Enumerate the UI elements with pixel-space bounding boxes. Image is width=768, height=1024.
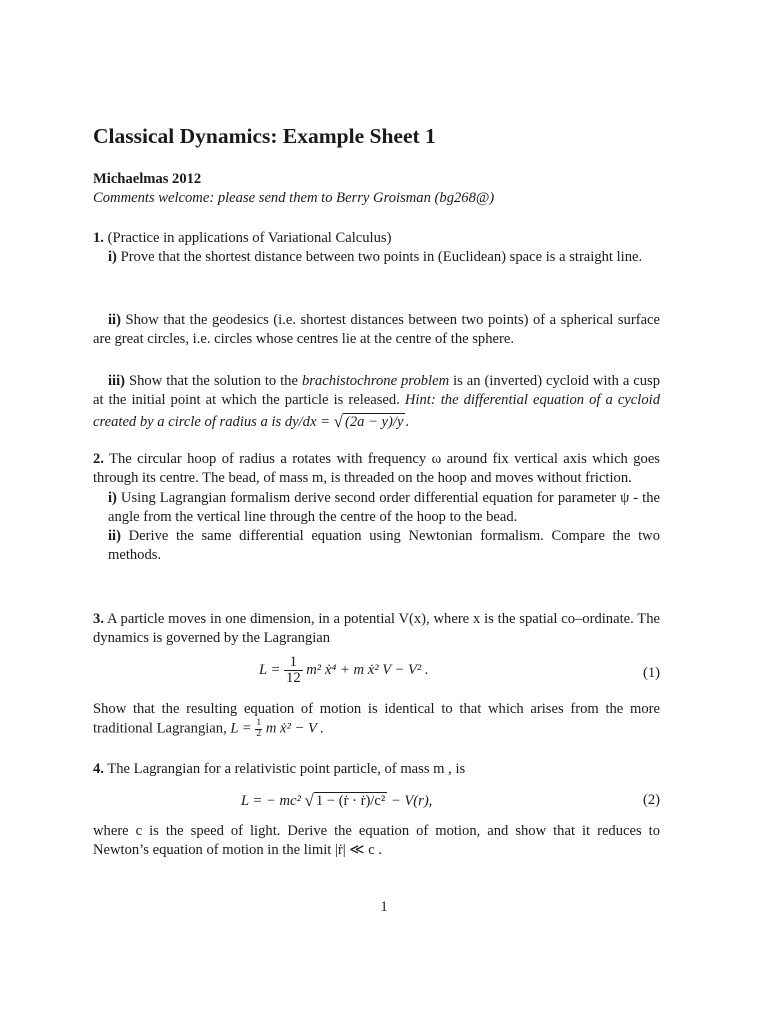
equation-2 <box>93 788 660 816</box>
equation-rhs: m² ẋ⁴ + m ẋ² V − V² . <box>306 662 429 679</box>
question-1 <box>93 229 660 268</box>
question-1-part-ii <box>93 311 660 350</box>
question-4 <box>93 760 660 779</box>
question-1-part-iii <box>93 372 660 432</box>
part-text: Prove that the shortest distance between two points in (Euclidean) space is a straight line. <box>120 249 643 266</box>
page-title: Classical Dynamics: Example Sheet 1 <box>93 124 436 148</box>
part-text: Show that the solution to the <box>129 373 298 389</box>
question-number: 4. <box>93 761 104 777</box>
question-3 <box>93 610 660 649</box>
part-text-cont: is an (inverted) cycloid with a cusp at the initial point at which the particle is released. <box>93 373 661 409</box>
hint-end: . <box>405 413 410 430</box>
part-text: Using Lagrangian formalism derive second order differential equation for parameter ψ - the angle from the vertical line through the centre of the hoop to the bead. <box>108 489 660 525</box>
question-intro: (Practice in applications of Variational Calculus) <box>107 230 392 246</box>
equation-body <box>241 790 432 810</box>
question-number: 1. <box>93 230 104 246</box>
part-label: iii) <box>108 373 126 389</box>
part-text: Show that the geodesics (i.e. shortest distances between two points) of a spherical surface are great circles, i.e. circles whose centres lie at the centre of the sphere. <box>93 312 660 348</box>
part-label: ii) <box>108 312 121 328</box>
part-label: i) <box>108 489 117 506</box>
equation-lhs: L = <box>259 662 281 679</box>
question-4-followup <box>93 822 660 861</box>
term-emphasis: brachistochrone problem <box>301 373 450 389</box>
equation-number: (1) <box>642 665 660 681</box>
followup-text: Show that the resulting equation of motion is identical to that which arises from the more traditional Lagrangian, <box>93 701 660 737</box>
equation-1 <box>93 655 660 695</box>
sqrt-radicand: 1 − (ṙ · ṙ)/c² <box>315 793 386 809</box>
sqrt-expression: √ (2a − y)/y <box>333 411 404 431</box>
followup-text: where c is the speed of light. Derive the equation of motion, and show that it reduces to Newton’s equation of motion in the limit |ṙ| ≪ c . <box>93 823 660 859</box>
equation-rhs: − V(r), <box>387 793 433 809</box>
part-i <box>93 489 660 528</box>
question-text: The Lagrangian for a relativistic point particle, of mass m , is <box>107 761 466 777</box>
part-ii <box>93 527 660 566</box>
question-number: 2. <box>93 451 104 467</box>
comments-note: Comments welcome: please send them to Berry Groisman (bg268@) <box>93 190 495 206</box>
inline-fraction: $\frac{1}{2}$ <box>256 718 262 739</box>
inline-lhs: L = <box>230 720 252 737</box>
sqrt-expression: √ 1 − (ṙ · ṙ)/c² <box>304 791 386 810</box>
question-2 <box>93 450 660 566</box>
equation-lhs: L = − mc² <box>241 793 301 809</box>
equation-number: (2) <box>642 792 660 808</box>
term-label: Michaelmas 2012 <box>93 171 202 187</box>
part-text: Derive the same differential equation using Newtonian formalism. Compare the two methods. <box>108 528 660 564</box>
part-label: ii) <box>108 528 121 545</box>
hint-text: Hint: the differential equation of a cycloid created by a circle of radius a is dy/dx = <box>93 392 660 430</box>
inline-rhs: m ẋ² − V . <box>265 720 324 737</box>
part-label: i) <box>108 249 117 266</box>
question-text: The circular hoop of radius a rotates with frequency ω around fix vertical axis which goes through its centre. The bead, of mass m, is threaded on the hoop and moves without friction. <box>93 451 660 487</box>
page-number: 1 <box>380 899 388 915</box>
question-number: 3. <box>93 611 104 627</box>
equation-body <box>259 655 429 687</box>
question-3-followup <box>93 700 660 739</box>
equation-fraction: $\frac{1}{12}$ <box>286 654 301 687</box>
question-text: A particle moves in one dimension, in a potential V(x), where x is the spatial co–ordinate. The dynamics is governed by the Lagrangian <box>93 611 661 647</box>
part-i <box>93 248 660 267</box>
sqrt-radicand: (2a − y)/y <box>344 413 404 430</box>
